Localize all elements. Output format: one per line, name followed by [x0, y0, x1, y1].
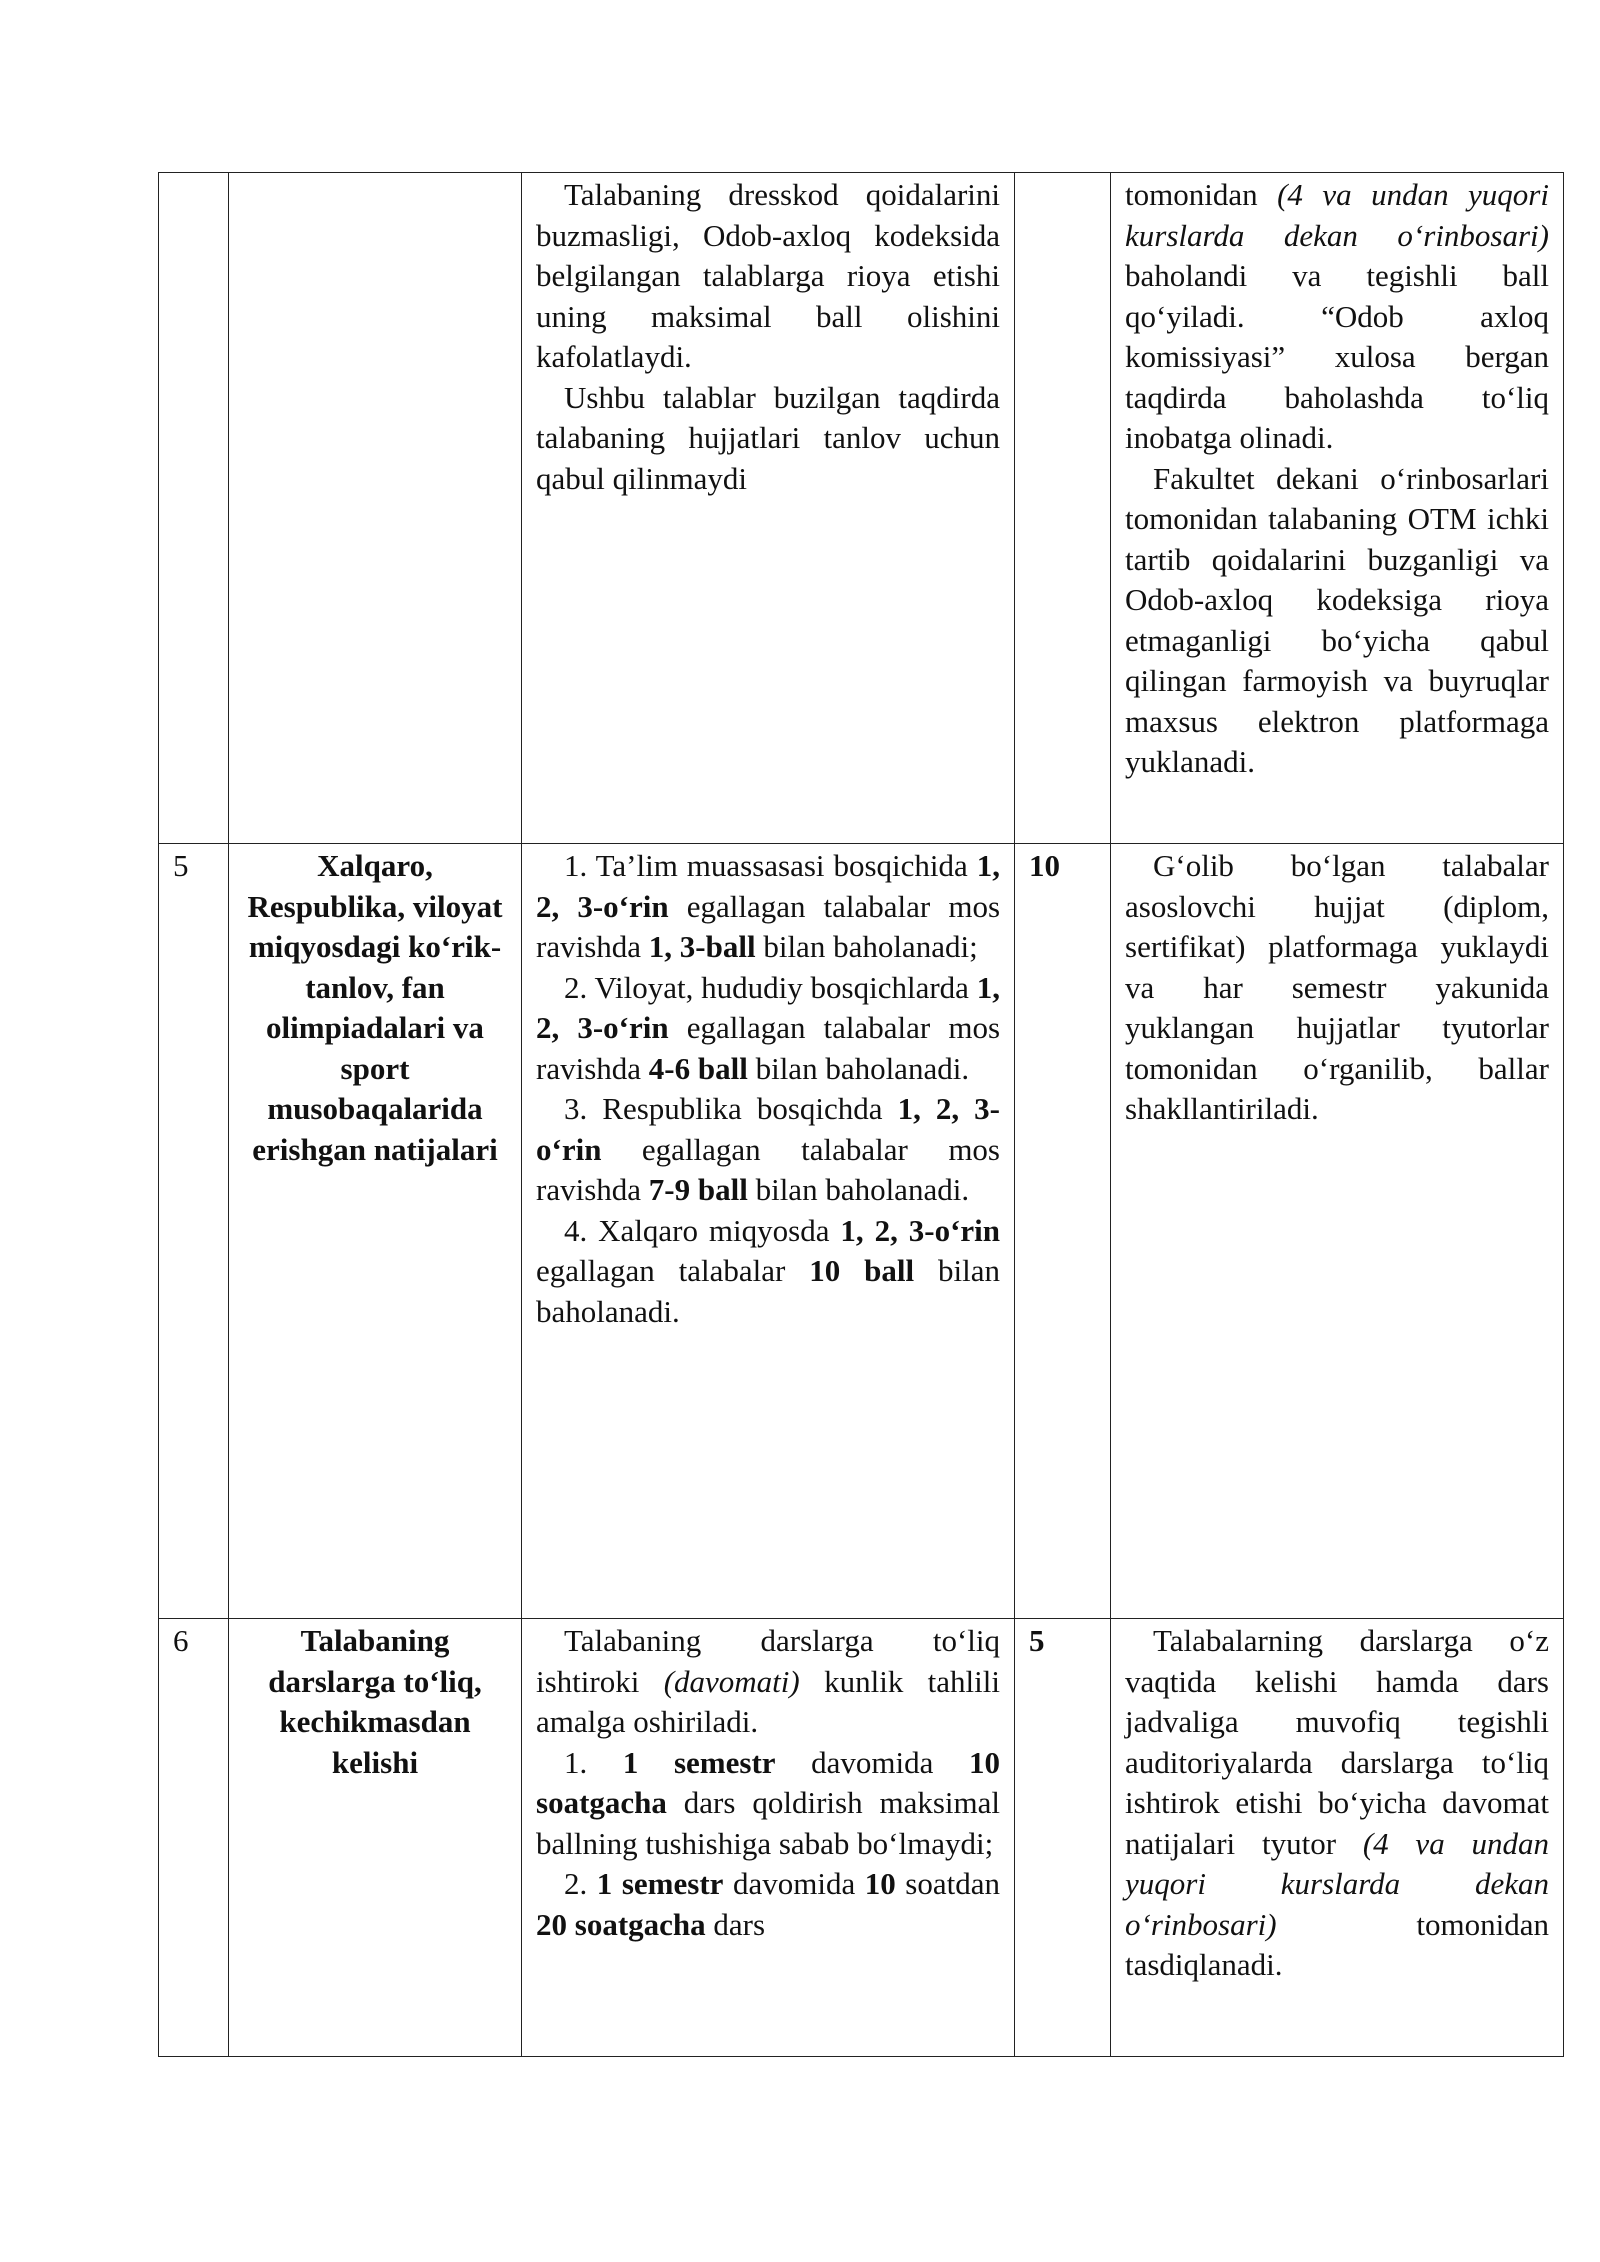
text-run: bilan baholanadi;	[755, 929, 978, 964]
table-row	[159, 173, 1564, 844]
bold-run: 20 soatgacha	[536, 1906, 706, 1942]
text-run: bilan baholanadi.	[747, 1172, 970, 1207]
bold-run: 7-9 ball	[648, 1172, 748, 1207]
description-paragraph	[536, 1089, 1000, 1211]
text-run: dars qoldirish maksimal ballning tushishiga sabab bo‘lmaydi;	[536, 1785, 1000, 1861]
table-row	[159, 844, 1564, 1619]
text-run: dars	[705, 1906, 766, 1942]
description-cell	[522, 1619, 1015, 2057]
text-run: Talabaning darslarga to‘liq ishtiroki	[536, 1623, 1000, 1699]
bold-run: 1 semestr	[622, 1744, 776, 1780]
description-cell	[522, 173, 1015, 844]
score-cell: 10	[1015, 844, 1111, 1619]
assessment-cell	[1111, 1619, 1564, 2057]
assessment-cell	[1111, 844, 1564, 1619]
description-paragraph	[536, 846, 1000, 968]
text-run: tomonidan	[1125, 177, 1278, 212]
description-paragraph	[536, 968, 1000, 1090]
row-number: 6	[159, 1619, 229, 2057]
bold-run: 1 semestr	[596, 1866, 724, 1901]
text-run: 4. Xalqaro miqyosda	[564, 1212, 841, 1248]
text-run: bilan baholanadi.	[747, 1050, 970, 1086]
italic-run: (davomati)	[663, 1663, 800, 1699]
text-run: egallagan talabalar mos ravishda	[536, 1010, 1001, 1086]
criteria-table	[158, 172, 1564, 2057]
text-run: 2. Viloyat, hududiy bosqichlarda	[564, 969, 977, 1005]
criterion-cell: Talabaning darslarga to‘liq, kechikmasdan kelishi	[229, 1619, 522, 2057]
text-run: 3. Respublika bosqichda	[564, 1091, 898, 1126]
text-run: 1. Ta’lim muassasasi bosqichida	[564, 848, 977, 883]
bold-run: 1, 2, 3-o‘rin	[536, 1091, 1000, 1167]
text-run: davomida	[723, 1866, 865, 1901]
description-cell	[522, 844, 1015, 1619]
description-paragraph	[536, 1864, 1000, 1945]
text-run: baholandi va tegishli ball qo‘yiladi. “Odob axloq komissiyasi” xulosa bergan taqdirda baholashda to‘liq inobatga olinadi.	[1125, 258, 1549, 455]
text-run: 2.	[564, 1866, 597, 1901]
description-paragraph	[536, 378, 1000, 500]
bold-run: 10	[864, 1866, 896, 1901]
bold-run: 1, 3-ball	[648, 929, 756, 964]
text-run: tomonidan tasdiqlanadi.	[1125, 1906, 1549, 1982]
assessment-paragraph	[1125, 1621, 1549, 1986]
text-run: egallagan talabalar mos ravishda	[536, 1131, 1000, 1207]
bold-run: 1, 2, 3-o‘rin	[536, 848, 1000, 924]
description-paragraph	[536, 1211, 1000, 1333]
score-cell	[1015, 173, 1111, 844]
description-paragraph	[536, 1621, 1000, 1743]
text-run: G‘olib bo‘lgan talabalar asoslovchi hujjat (diplom, sertifikat) platformaga yuklaydi va har semestr yakunida yuklangan hujjatlar tyutorlar tomonidan o‘rganilib, ballar shakllantiriladi.	[1125, 848, 1549, 1126]
text-run: Talabaning dresskod qoidalarini buzmasligi, Odob-axloq kodeksida belgilangan talablarga rioya etishi uning maksimal ball olishini kafolatlaydi.	[536, 177, 1000, 374]
description-paragraph	[536, 1743, 1000, 1865]
text-run: 1.	[564, 1744, 623, 1780]
text-run: Ushbu talablar buzilgan taqdirda talabaning hujjatlari tanlov uchun qabul qilinmaydi	[536, 379, 1000, 496]
bold-run: 1, 2, 3-o‘rin	[840, 1212, 1001, 1248]
row-number: 5	[159, 844, 229, 1619]
criterion-cell	[229, 173, 522, 844]
row-number	[159, 173, 229, 844]
text-run: davomida	[775, 1744, 969, 1780]
bold-run: 10 soatgacha	[536, 1744, 1000, 1820]
assessment-paragraph	[1125, 175, 1549, 459]
text-run: egallagan talabalar mos ravishda	[536, 888, 1001, 964]
score-cell: 5	[1015, 1619, 1111, 2057]
description-paragraph	[536, 175, 1000, 378]
italic-run: (4 va undan yuqori kurslarda dekan o‘rinbosari)	[1125, 1825, 1549, 1942]
text-run: Fakultet dekani o‘rinbosarlari tomonidan talabaning OTM ichki tartib qoidalarini buzganligi va Odob-axloq kodeksiga rioya etmaganligi bo‘yicha qabul qilingan farmoyish va buyruqlar maxsus elektron platformaga yuklanadi.	[1125, 460, 1549, 779]
text-run: kunlik tahlili amalga oshiriladi.	[536, 1663, 1000, 1739]
bold-run: 1, 2, 3-o‘rin	[536, 969, 1000, 1045]
assessment-cell	[1111, 173, 1564, 844]
bold-run: 10 ball	[809, 1253, 915, 1288]
assessment-paragraph	[1125, 459, 1549, 783]
text-run: Talabalarning darslarga o‘z vaqtida kelishi hamda dars jadvaliga muvofiq tegishli auditoriyalarda darslarga to‘liq ishtirok etishi bo‘yicha davomat natijalari tyutor	[1125, 1623, 1549, 1861]
table-row	[159, 1619, 1564, 2057]
text-run: egallagan talabalar	[536, 1253, 810, 1288]
assessment-paragraph	[1125, 846, 1549, 1130]
text-run: soatdan	[895, 1866, 1000, 1901]
italic-run: (4 va undan yuqori kurslarda dekan o‘rinbosari)	[1125, 177, 1549, 253]
criterion-cell: Xalqaro, Respublika, viloyat miqyosdagi ko‘rik-tanlov, fan olimpiadalari va sport musobaqalarida erishgan natijalari	[229, 844, 522, 1619]
bold-run: 4-6 ball	[648, 1050, 748, 1086]
text-run: bilan baholanadi.	[536, 1253, 1000, 1329]
